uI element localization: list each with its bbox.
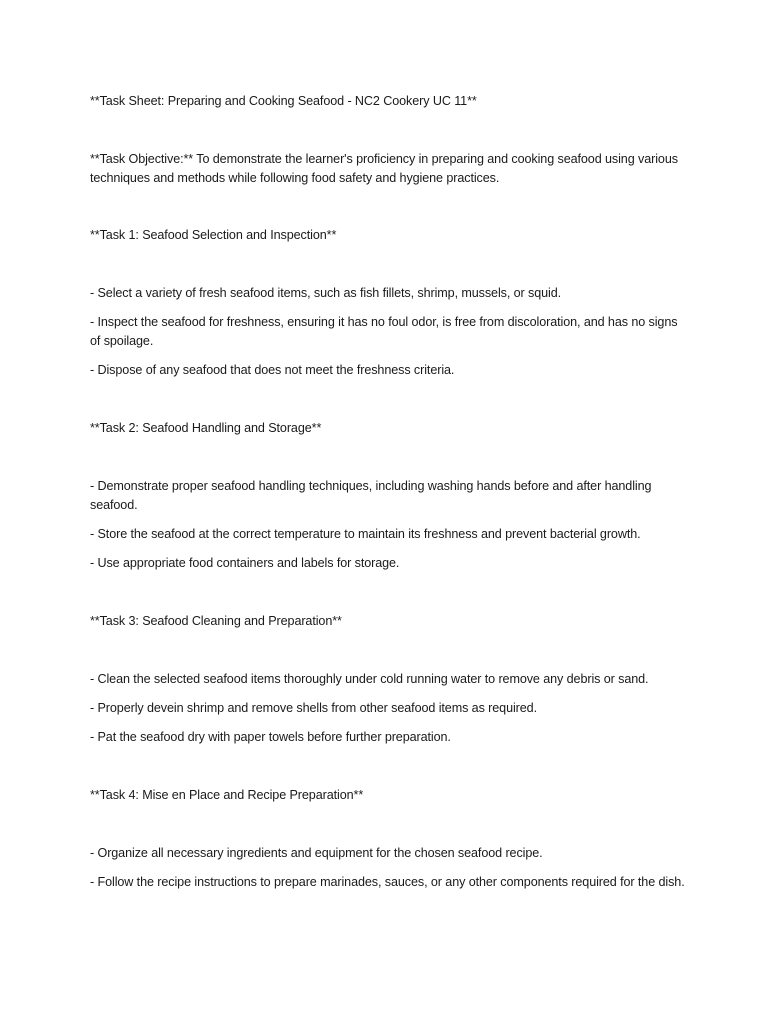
task-objective: **Task Objective:** To demonstrate the learner's proficiency in preparing and cooking seafood using various techniques and methods while following food safety and hygiene practices. xyxy=(90,152,678,185)
task-3-bullet-2: - Properly devein shrimp and remove shells from other seafood items as required. xyxy=(90,701,537,715)
task-4-heading: **Task 4: Mise en Place and Recipe Preparation** xyxy=(90,788,364,802)
task-1-bullet-1: - Select a variety of fresh seafood items, such as fish fillets, shrimp, mussels, or squid. xyxy=(90,286,562,300)
task-2-bullet-3: - Use appropriate food containers and labels for storage. xyxy=(90,556,400,570)
task-2-bullet-1: - Demonstrate proper seafood handling techniques, including washing hands before and after handling seafood. xyxy=(90,479,652,512)
task-1-heading: **Task 1: Seafood Selection and Inspection** xyxy=(90,228,337,242)
task-1-bullet-2: - Inspect the seafood for freshness, ensuring it has no foul odor, is free from discoloration, and has no signs of spoilage. xyxy=(90,315,678,348)
task-2-heading: **Task 2: Seafood Handling and Storage** xyxy=(90,421,322,435)
document-title: **Task Sheet: Preparing and Cooking Seafood - NC2 Cookery UC 11** xyxy=(90,94,477,108)
task-4-bullet-1: - Organize all necessary ingredients and equipment for the chosen seafood recipe. xyxy=(90,846,543,860)
task-3-bullet-3: - Pat the seafood dry with paper towels before further preparation. xyxy=(90,730,451,744)
task-4-bullet-2: - Follow the recipe instructions to prepare marinades, sauces, or any other components required for the dish. xyxy=(90,875,685,889)
document-body xyxy=(90,92,690,902)
task-2-bullet-2: - Store the seafood at the correct temperature to maintain its freshness and prevent bacterial growth. xyxy=(90,527,641,541)
task-3-bullet-1: - Clean the selected seafood items thoroughly under cold running water to remove any debris or sand. xyxy=(90,672,649,686)
task-3-heading: **Task 3: Seafood Cleaning and Preparation** xyxy=(90,614,342,628)
task-1-bullet-3: - Dispose of any seafood that does not meet the freshness criteria. xyxy=(90,363,455,377)
